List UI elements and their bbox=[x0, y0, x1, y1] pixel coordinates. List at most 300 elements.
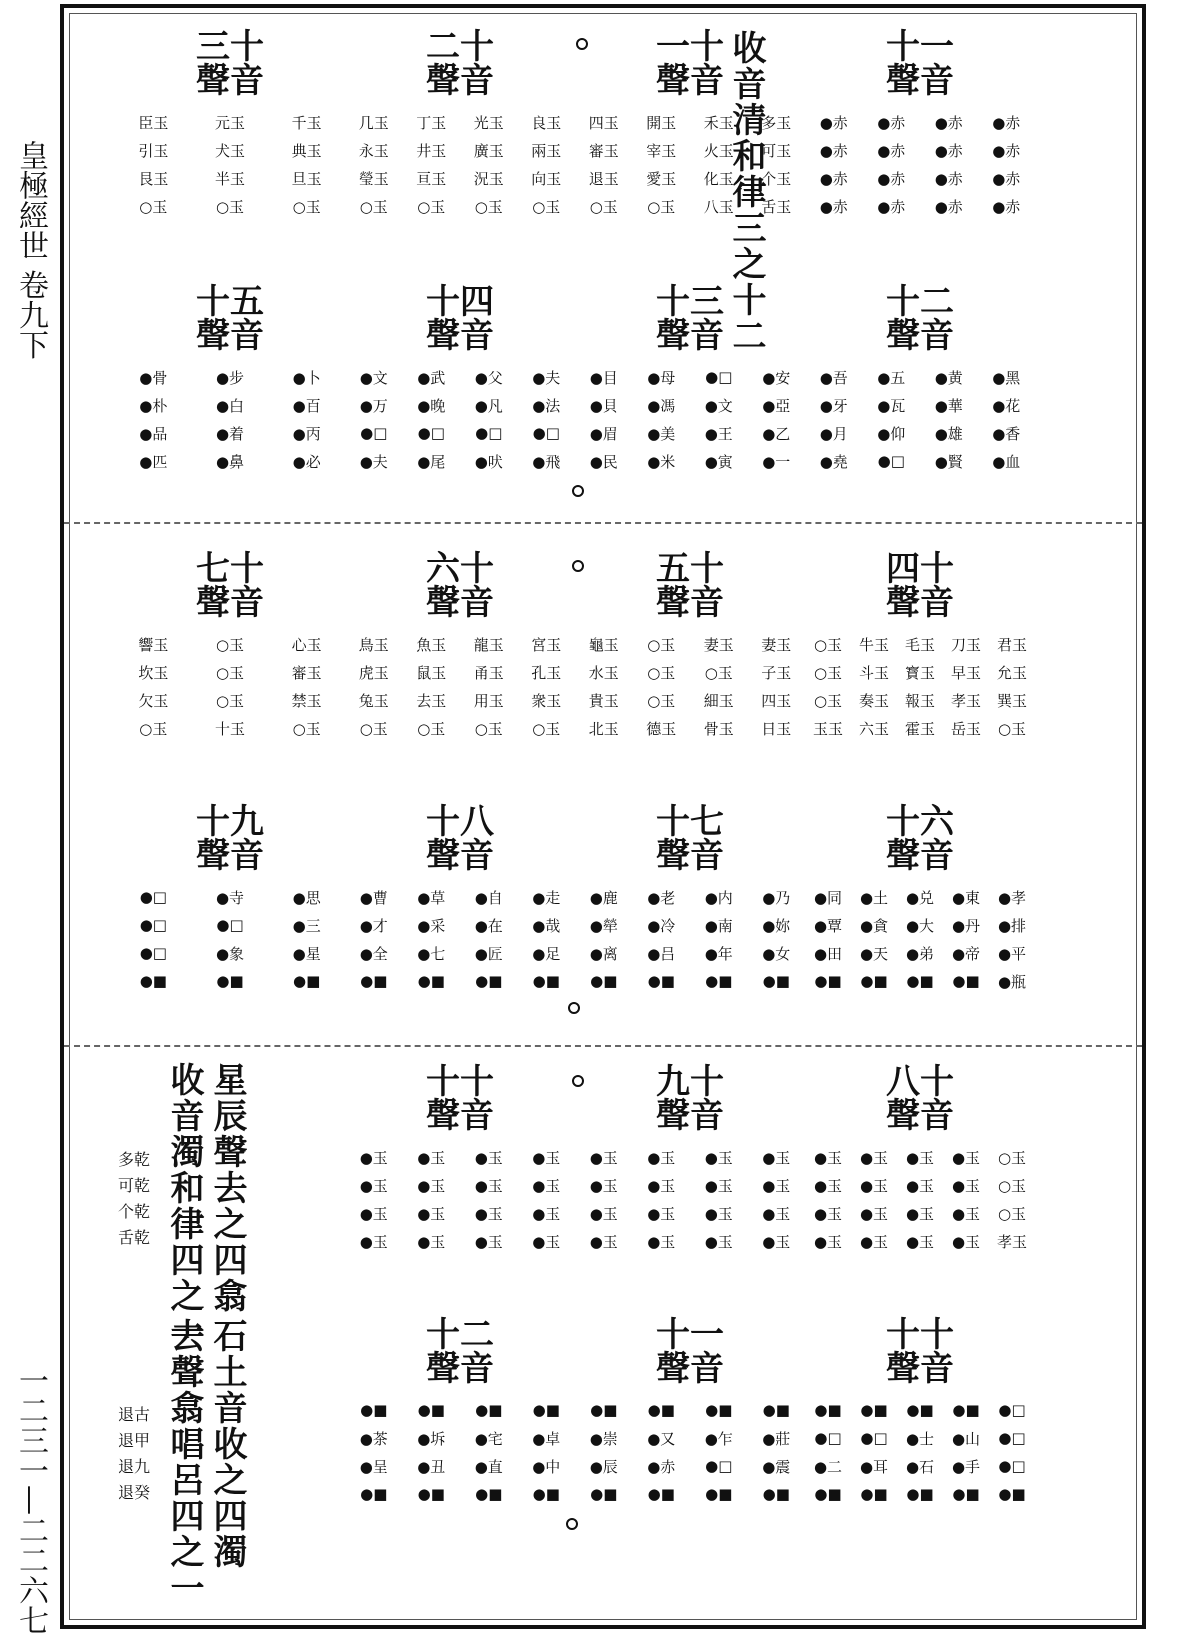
block-heading bbox=[345, 1062, 575, 1136]
table-cell: ○玉 bbox=[997, 1204, 1027, 1223]
sound-block bbox=[345, 549, 575, 797]
table-cell: ●玉 bbox=[951, 1232, 981, 1251]
table-cell: ●士 bbox=[905, 1429, 935, 1448]
table-cell: ●星 bbox=[292, 944, 321, 963]
table-cell: ●□ bbox=[216, 916, 244, 934]
table-cell: ●兑 bbox=[905, 888, 935, 907]
table-cell: ●■ bbox=[532, 1401, 560, 1419]
table-row bbox=[575, 1199, 805, 1227]
block-grid bbox=[575, 363, 805, 475]
block-heading-line: 聲音 bbox=[426, 61, 494, 101]
table-cell: 禁玉 bbox=[291, 691, 322, 710]
table-cell: ●大 bbox=[905, 916, 935, 935]
sound-block bbox=[345, 1315, 575, 1563]
table-cell: 霍玉 bbox=[904, 719, 935, 738]
table-cell: ●乃 bbox=[762, 888, 791, 907]
table-cell: 開玉 bbox=[646, 113, 677, 132]
table-row bbox=[345, 447, 575, 475]
table-cell: ●□ bbox=[998, 1429, 1026, 1447]
table-cell: ○玉 bbox=[589, 197, 618, 216]
table-cell: ●賢 bbox=[934, 452, 963, 471]
table-cell: ●在 bbox=[474, 916, 503, 935]
table-cell: ●仰 bbox=[877, 424, 906, 443]
table-cell: 況玉 bbox=[473, 169, 504, 188]
table-cell: ●坼 bbox=[417, 1429, 446, 1448]
table-cell: 北玉 bbox=[588, 719, 619, 738]
table-cell: ●■ bbox=[814, 1485, 842, 1503]
table-cell: ○玉 bbox=[647, 635, 676, 654]
table-cell: ●石 bbox=[905, 1457, 935, 1476]
block-heading-line: 聲音 bbox=[196, 61, 264, 101]
table-cell: 退玉 bbox=[588, 169, 619, 188]
table-cell: ○玉 bbox=[474, 197, 503, 216]
table-cell: ●卜 bbox=[292, 368, 321, 387]
table-cell: ●血 bbox=[992, 452, 1021, 471]
table-cell: ○玉 bbox=[215, 197, 245, 216]
table-cell: ●赤 bbox=[992, 141, 1021, 160]
block-heading-line: 聲音 bbox=[426, 1096, 494, 1136]
margin-title: 皇極經世 卷九下 bbox=[13, 140, 48, 360]
block-heading-line: 十八 bbox=[426, 802, 494, 842]
table-cell: ●玉 bbox=[647, 1204, 676, 1223]
sound-block bbox=[115, 802, 345, 1050]
table-cell: ●天 bbox=[859, 944, 889, 963]
table-row bbox=[805, 883, 1035, 911]
table-cell: ●赤 bbox=[934, 113, 963, 132]
block-heading-line: 聲音 bbox=[656, 61, 724, 101]
table-cell: ●宅 bbox=[474, 1429, 503, 1448]
table-cell: 鳥玉 bbox=[358, 635, 389, 654]
table-cell: ●震 bbox=[762, 1457, 791, 1476]
table-cell: ●■ bbox=[417, 1485, 445, 1503]
table-cell: ●赤 bbox=[877, 113, 906, 132]
table-cell: ●匹 bbox=[139, 452, 168, 471]
table-cell: ●玉 bbox=[905, 1204, 935, 1223]
table-cell: ●茶 bbox=[359, 1429, 388, 1448]
table-cell: ●玉 bbox=[859, 1176, 889, 1195]
table-cell: 欠玉 bbox=[138, 691, 169, 710]
table-cell: ●又 bbox=[647, 1429, 676, 1448]
table-cell: ●法 bbox=[532, 396, 561, 415]
block-heading-line: 聲音 bbox=[196, 583, 264, 623]
table-cell: ●玉 bbox=[951, 1176, 981, 1195]
table-cell: 千玉 bbox=[291, 113, 322, 132]
block-heading bbox=[575, 27, 805, 101]
table-cell: ●玉 bbox=[762, 1232, 791, 1251]
table-cell: ●■ bbox=[998, 1485, 1026, 1503]
table-cell: ●二 bbox=[813, 1457, 843, 1476]
table-cell: ●■ bbox=[590, 1485, 618, 1503]
table-row bbox=[805, 1480, 1035, 1508]
sound-block bbox=[345, 282, 575, 530]
table-cell: ●赤 bbox=[934, 197, 963, 216]
table-cell: ●■ bbox=[475, 1401, 503, 1419]
table-cell: ●全 bbox=[359, 944, 388, 963]
table-cell: ○玉 bbox=[359, 719, 388, 738]
table-cell: ●鼻 bbox=[215, 452, 245, 471]
table-cell: ●走 bbox=[532, 888, 561, 907]
table-cell: 孝玉 bbox=[996, 1232, 1027, 1251]
block-grid bbox=[345, 630, 575, 742]
table-cell: ○玉 bbox=[139, 719, 168, 738]
table-row bbox=[345, 136, 575, 164]
table-cell: 毛玉 bbox=[904, 635, 935, 654]
table-cell: 去玉 bbox=[416, 691, 447, 710]
sound-block bbox=[805, 1062, 1035, 1310]
table-cell: ●■ bbox=[860, 972, 888, 990]
table-row bbox=[115, 363, 345, 391]
block-heading bbox=[805, 27, 1035, 101]
table-cell: ●朴 bbox=[139, 396, 168, 415]
table-cell: ●美 bbox=[647, 424, 676, 443]
block-heading-line: 十九 bbox=[196, 802, 264, 842]
table-cell: ●玉 bbox=[359, 1148, 388, 1167]
table-cell: ●赤 bbox=[934, 169, 963, 188]
table-cell: ●田 bbox=[813, 944, 843, 963]
table-cell: ●■ bbox=[590, 1401, 618, 1419]
table-cell: ●山 bbox=[951, 1429, 981, 1448]
block-heading-line: 聲音 bbox=[656, 1349, 724, 1389]
table-cell: ●□ bbox=[705, 1457, 733, 1475]
block-heading bbox=[575, 802, 805, 876]
block-grid bbox=[805, 883, 1035, 995]
table-cell: ○玉 bbox=[813, 691, 843, 710]
table-cell: ●□ bbox=[998, 1457, 1026, 1475]
table-cell: ●玉 bbox=[859, 1204, 889, 1223]
table-cell: 牛玉 bbox=[858, 635, 889, 654]
table-cell: ●直 bbox=[474, 1457, 503, 1476]
table-cell: ●百 bbox=[292, 396, 321, 415]
table-cell: ●香 bbox=[992, 424, 1021, 443]
table-cell: ○玉 bbox=[417, 719, 446, 738]
table-cell: 細玉 bbox=[703, 691, 734, 710]
table-cell: ●丹 bbox=[951, 916, 981, 935]
block-heading bbox=[345, 282, 575, 356]
table-cell: ○玉 bbox=[292, 719, 321, 738]
table-cell: ●赤 bbox=[992, 169, 1021, 188]
block-heading-line: 聲音 bbox=[656, 316, 724, 356]
table-cell: 个玉 bbox=[761, 169, 792, 188]
table-cell: ●耳 bbox=[859, 1457, 889, 1476]
table-cell: ●玉 bbox=[474, 1176, 503, 1195]
table-cell: ●玉 bbox=[905, 1232, 935, 1251]
table-row bbox=[115, 630, 345, 658]
block-heading-line: 聲音 bbox=[656, 583, 724, 623]
table-cell: 火玉 bbox=[703, 141, 734, 160]
table-cell: ○玉 bbox=[997, 1176, 1027, 1195]
block-grid bbox=[115, 883, 345, 995]
table-cell: ○玉 bbox=[474, 719, 503, 738]
table-cell: ●□ bbox=[705, 368, 733, 386]
table-row bbox=[345, 192, 575, 220]
table-cell: ●老 bbox=[647, 888, 676, 907]
table-cell: 岳玉 bbox=[950, 719, 981, 738]
table-cell: 良玉 bbox=[531, 113, 562, 132]
table-cell: ○玉 bbox=[215, 635, 245, 654]
sound-block bbox=[805, 27, 1035, 275]
block-grid bbox=[575, 630, 805, 742]
table-row bbox=[345, 658, 575, 686]
table-row bbox=[805, 363, 1035, 391]
table-cell: ●平 bbox=[997, 944, 1027, 963]
table-cell: ●象 bbox=[215, 944, 245, 963]
table-row bbox=[115, 658, 345, 686]
table-cell: 向玉 bbox=[531, 169, 562, 188]
table-cell: ●■ bbox=[860, 1485, 888, 1503]
table-cell: ●呈 bbox=[359, 1457, 388, 1476]
table-cell: ○玉 bbox=[417, 197, 446, 216]
block-heading bbox=[345, 802, 575, 876]
sound-block bbox=[575, 27, 805, 275]
table-cell: ●采 bbox=[417, 916, 446, 935]
sound-block bbox=[345, 1062, 575, 1310]
sound-block bbox=[805, 802, 1035, 1050]
table-cell: ●雄 bbox=[934, 424, 963, 443]
table-cell: ●■ bbox=[705, 1401, 733, 1419]
table-cell: ●赤 bbox=[934, 141, 963, 160]
block-heading bbox=[575, 1315, 805, 1389]
table-row bbox=[345, 1227, 575, 1255]
table-cell: ●必 bbox=[292, 452, 321, 471]
sound-block bbox=[345, 802, 575, 1050]
table-cell: ●一 bbox=[762, 452, 791, 471]
block-heading-line: 聲音 bbox=[886, 1349, 954, 1389]
table-cell: ●赤 bbox=[819, 113, 848, 132]
table-cell: ○玉 bbox=[813, 635, 843, 654]
block-heading-line: 聲音 bbox=[886, 316, 954, 356]
block-heading-line: 十二 bbox=[426, 1315, 494, 1355]
block-heading bbox=[115, 802, 345, 876]
table-cell: ●玉 bbox=[532, 1232, 561, 1251]
table-cell: ○玉 bbox=[647, 197, 676, 216]
table-cell: ●□ bbox=[417, 424, 445, 442]
table-cell: ●玉 bbox=[417, 1232, 446, 1251]
table-cell: ●白 bbox=[215, 396, 245, 415]
table-row bbox=[575, 419, 805, 447]
table-cell: ●足 bbox=[532, 944, 561, 963]
block-grid bbox=[575, 883, 805, 995]
table-cell: 四玉 bbox=[761, 691, 792, 710]
table-row bbox=[575, 630, 805, 658]
table-row bbox=[575, 911, 805, 939]
table-cell: ●■ bbox=[139, 972, 167, 990]
block-heading-line: 九十 bbox=[656, 1062, 724, 1102]
table-cell: 井玉 bbox=[416, 141, 447, 160]
table-row bbox=[575, 1143, 805, 1171]
table-row bbox=[345, 164, 575, 192]
table-row bbox=[345, 1171, 575, 1199]
table-cell: 典玉 bbox=[291, 141, 322, 160]
table-row bbox=[575, 1396, 805, 1424]
table-cell: ○玉 bbox=[292, 197, 321, 216]
table-row bbox=[345, 1424, 575, 1452]
table-cell: ●米 bbox=[647, 452, 676, 471]
table-cell: 鼠玉 bbox=[416, 663, 447, 682]
block-heading bbox=[575, 1062, 805, 1136]
table-cell: 宰玉 bbox=[646, 141, 677, 160]
table-row bbox=[805, 1143, 1035, 1171]
table-cell: 魚玉 bbox=[416, 635, 447, 654]
table-cell: ●玉 bbox=[704, 1148, 733, 1167]
table-cell: ●□ bbox=[360, 424, 388, 442]
table-cell: ●玉 bbox=[813, 1176, 843, 1195]
table-cell: ○玉 bbox=[215, 663, 245, 682]
table-cell: 引玉 bbox=[138, 141, 169, 160]
table-row bbox=[805, 447, 1035, 475]
table-row bbox=[115, 164, 345, 192]
table-row bbox=[345, 714, 575, 742]
block-heading-line: 七十 bbox=[196, 549, 264, 589]
table-cell: ○玉 bbox=[813, 663, 843, 682]
table-cell: ●瓦 bbox=[877, 396, 906, 415]
table-row bbox=[805, 164, 1035, 192]
block-heading-line: 四十 bbox=[886, 549, 954, 589]
table-cell: ●■ bbox=[762, 1485, 790, 1503]
table-cell: 坎玉 bbox=[138, 663, 169, 682]
table-row bbox=[115, 883, 345, 911]
table-cell: 早玉 bbox=[950, 663, 981, 682]
table-cell: ●玉 bbox=[647, 1176, 676, 1195]
table-cell: ●□ bbox=[814, 1429, 842, 1447]
block-heading-line: 十五 bbox=[196, 282, 264, 322]
table-cell: 禾玉 bbox=[703, 113, 734, 132]
table-cell: 犬玉 bbox=[215, 141, 246, 160]
table-cell: 孝玉 bbox=[950, 691, 981, 710]
table-cell: 骨玉 bbox=[703, 719, 734, 738]
table-cell: ●馮 bbox=[647, 396, 676, 415]
block-heading-line: 十六 bbox=[886, 802, 954, 842]
table-cell: ●赤 bbox=[819, 141, 848, 160]
table-cell: ●卓 bbox=[532, 1429, 561, 1448]
table-cell: 允玉 bbox=[996, 663, 1027, 682]
block-grid bbox=[115, 630, 345, 742]
sound-block bbox=[575, 802, 805, 1050]
table-row bbox=[805, 1396, 1035, 1424]
table-cell: 寳玉 bbox=[904, 663, 935, 682]
table-cell: ○玉 bbox=[532, 719, 561, 738]
circle-mark bbox=[572, 1075, 584, 1087]
table-row bbox=[345, 911, 575, 939]
table-cell: ●步 bbox=[215, 368, 245, 387]
column-title: 石土音收之四濁 bbox=[207, 1318, 247, 1570]
block-heading bbox=[345, 27, 575, 101]
table-cell: ●玉 bbox=[359, 1204, 388, 1223]
table-cell: 報玉 bbox=[904, 691, 935, 710]
table-cell: ●玉 bbox=[813, 1232, 843, 1251]
sound-block bbox=[575, 1062, 805, 1310]
table-cell: 永玉 bbox=[358, 141, 389, 160]
table-row bbox=[345, 1396, 575, 1424]
table-cell: ●□ bbox=[532, 424, 560, 442]
table-cell: 甬玉 bbox=[473, 663, 504, 682]
table-cell: ●■ bbox=[762, 972, 790, 990]
block-heading-line: 聲音 bbox=[426, 316, 494, 356]
table-cell: ●■ bbox=[360, 1485, 388, 1503]
block-heading-line: 聲音 bbox=[426, 836, 494, 876]
table-cell: ●目 bbox=[589, 368, 618, 387]
table-cell: 響玉 bbox=[138, 635, 169, 654]
block-grid bbox=[575, 108, 805, 220]
block-grid bbox=[345, 883, 575, 995]
table-cell: ●吠 bbox=[474, 452, 503, 471]
table-cell: ●玉 bbox=[905, 1148, 935, 1167]
table-cell: ●赤 bbox=[992, 197, 1021, 216]
sound-block bbox=[575, 549, 805, 797]
block-heading-line: 十一 bbox=[656, 1315, 724, 1355]
block-heading bbox=[805, 282, 1035, 356]
table-cell: 六玉 bbox=[858, 719, 889, 738]
table-cell: ●赤 bbox=[877, 141, 906, 160]
table-row bbox=[805, 419, 1035, 447]
table-cell: ●玉 bbox=[589, 1204, 618, 1223]
table-row bbox=[345, 1199, 575, 1227]
table-row bbox=[575, 1227, 805, 1255]
table-cell: ●赤 bbox=[877, 197, 906, 216]
table-row bbox=[575, 658, 805, 686]
block-heading bbox=[115, 549, 345, 623]
table-row bbox=[345, 1480, 575, 1508]
block-heading-line: 十十 bbox=[886, 1315, 954, 1355]
table-cell: ●■ bbox=[952, 1401, 980, 1419]
table-cell: 兔玉 bbox=[358, 691, 389, 710]
block-grid bbox=[805, 363, 1035, 475]
block-heading-line: 聲音 bbox=[886, 836, 954, 876]
table-cell: ●■ bbox=[814, 972, 842, 990]
table-row bbox=[345, 419, 575, 447]
table-cell: ●吕 bbox=[647, 944, 676, 963]
table-cell: 宮玉 bbox=[531, 635, 562, 654]
table-row bbox=[805, 911, 1035, 939]
table-cell: ●玉 bbox=[474, 1232, 503, 1251]
table-row bbox=[575, 1480, 805, 1508]
table-cell: ●武 bbox=[417, 368, 446, 387]
table-row bbox=[575, 686, 805, 714]
block-heading-line: 十七 bbox=[656, 802, 724, 842]
column-title: 星辰聲去之四翕 bbox=[207, 1062, 247, 1314]
table-cell: ●貪 bbox=[859, 916, 889, 935]
table-row bbox=[345, 967, 575, 995]
table-cell: ○玉 bbox=[997, 719, 1027, 738]
block-grid bbox=[345, 363, 575, 475]
table-row bbox=[575, 447, 805, 475]
block-heading-line: 八十 bbox=[886, 1062, 954, 1102]
table-row bbox=[805, 136, 1035, 164]
table-cell: ●玉 bbox=[905, 1176, 935, 1195]
table-cell: ●赤 bbox=[819, 197, 848, 216]
block-heading-line: 一十 bbox=[656, 27, 724, 67]
table-cell: ●■ bbox=[952, 1485, 980, 1503]
table-row bbox=[805, 108, 1035, 136]
table-cell: ●■ bbox=[360, 1401, 388, 1419]
table-cell: ●晚 bbox=[417, 396, 446, 415]
block-heading-line: 五十 bbox=[656, 549, 724, 589]
table-cell: 虎玉 bbox=[358, 663, 389, 682]
block-heading-line: 聲音 bbox=[656, 836, 724, 876]
table-row bbox=[805, 630, 1035, 658]
table-row bbox=[575, 1171, 805, 1199]
table-row bbox=[115, 967, 345, 995]
table-row bbox=[575, 192, 805, 220]
table-row bbox=[805, 686, 1035, 714]
table-row bbox=[115, 192, 345, 220]
table-cell: ○玉 bbox=[997, 1148, 1027, 1167]
block-grid bbox=[345, 108, 575, 220]
circle-mark bbox=[576, 38, 588, 50]
table-cell: ●■ bbox=[705, 1485, 733, 1503]
table-cell: ○玉 bbox=[139, 197, 168, 216]
table-cell: ●黄 bbox=[934, 368, 963, 387]
table-cell: ●三 bbox=[292, 916, 321, 935]
